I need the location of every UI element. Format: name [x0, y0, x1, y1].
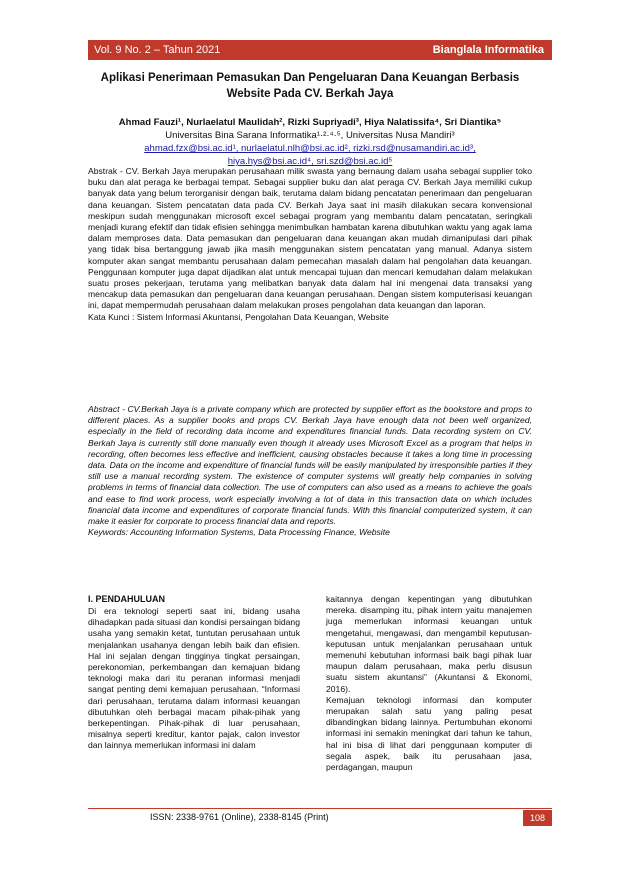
abstract-id-text: - CV. Berkah Jaya merupakan perusahaan milik swasta yang bernaung dalam usaha sebagai supplier toko buku dan alat peraga ke berbagai tempat. Sebagai supplier buku dan alat peraga CV. Berkah Jaya memiliki cukup banyak data yang belum terorganisir dengan baik, terutama dalam bidang pencatatan penerimaan dan pengeluaran dana keuangan. Sistem pencatatan data pada CV. Berkah Jaya saat ini masih dilakukan secara konvensional meskipun sudah menggunakan microsoft excel sebagai program yang membantu dalam pencatatan, seringkali menjadi kurang efektif dan tidak efisien sehingga menimbulkan hambatan karena dibutuhkan waktu yang agak lama dalam memproses data. Data pemasukan dan pengeluaran dana keuangan akan mudah dimanipulasi dari pihak yang tidak bisa bertanggung jawab jika masih menggunakan sistem pencatatan yang manual. Adanya sistem komputer akan sangat membantu perusahaan dalam pemecahan masalah dalam hal pengolahan data keuangan. Penggunaan komputer juga dapat dijadikan alat untuk mencapai tujuan dan mencari kemudahan dalam melakukan suatu proses pekerjaan, terutama yang melibatkan banyak data dalam hal ini mengenai data transaksi yang mencakup data pemasukan dan pengeluaran dana keuangan perusahaan. Dengan sistem komputerisasi keuangan ini, dapat mempermudah perusahaan dalam melakukan proses pengolahan data keuangan dan laporan.: [88, 166, 532, 311]
abstract-indonesian: [88, 166, 532, 323]
journal-name: Bianglala Informatika: [432, 44, 544, 56]
author-emails-1[interactable]: ahmad.fzx@bsi.ac.id¹, nurlaelatul.nlh@bsi.ac.id², rizki.rsd@nusamandiri.ac.id³,: [144, 143, 476, 154]
affiliation: Universitas Bina Sarana Informatika¹·²·⁴·⁵, Universitas Nusa Mandiri³: [165, 130, 455, 141]
paper-title: Aplikasi Penerimaan Pemasukan Dan Pengeluaran Dana Keuangan Berbasis Website Pada CV. Berkah Jaya: [100, 72, 520, 100]
abstract-id-label: Abstrak: [88, 166, 118, 176]
section-heading-introduction: I. PENDAHULUAN: [88, 594, 166, 604]
page-number: 108: [523, 810, 552, 826]
keywords-indonesian: [88, 312, 532, 323]
abstract-en-text: - CV.Berkah Jaya is a private company which are protected by supplier effort as the bookstore and props to different places. As a supplier books and props CV. Berkah Jaya have enough data not been well organized, especially in the field of recording data income and expenditures financial funds. Data recording system on CV. Berkah Jaya is currently still done manually even though it already uses Microsoft Excel as a program that helps in recording, often becomes less effective and inefficient, causing obstacles because it takes a long time in processing data. Data on the income and expenditure of financial funds will be easily manipulated by irresponsible parties if they still use a manual recording system. The existence of computer systems will greatly help companies in solving problems in terms of financial data collection. The use of computers can also used as a means to achieve the goals and ease to find work process, work especially involving a lot of data in this transaction data on which includes financial data income and expenditures of corporate financial funds. With this financial computerized system, it can make it easier for corporate to process financial data and reports.: [88, 404, 532, 527]
intro-right-paragraph-1: kaitannya dengan kepentingan yang dibutuhkan mereka. disamping itu, pihak intern yaitu manajemen juga memerlukan informasi keuangan untuk mengetahui, mengawasi, dan mengambil keputusan-keputusan untuk menjalankan perusahaan untuk memenuhi kebutuhan informasi baik bagi pihak luar maupun dalam perusahaan, maka perlu disusun suatu sistem akuntansi” (Akuntansi & Ekonomi, 2016).: [326, 594, 532, 694]
author-names: Ahmad Fauzi¹, Nurlaelatul Maulidah², Rizki Supriyadi³, Hiya Nalatissifa⁴, Sri Diantika⁵: [118, 117, 502, 128]
keywords-en-text: Accounting Information Systems, Data Processing Finance, Website: [128, 527, 390, 538]
author-block: [90, 116, 530, 168]
keywords-id-label: Kata Kunci :: [88, 311, 135, 322]
keywords-english: [88, 527, 532, 538]
keywords-id-text: Sistem Informasi Akuntansi, Pengolahan Data Keuangan, Website: [134, 311, 389, 322]
issn-label: ISSN: 2338-9761 (Online), 2338-8145 (Print): [150, 812, 329, 822]
abstract-en-label: Abstract: [88, 404, 120, 414]
intro-right-paragraph-2: Kemajuan teknologi informasi dan komputer merupakan salah satu yang paling pesat dibandingkan bidang lainnya. Pertumbuhan ekonomi informasi ini semakin meningkat dari tahun ke tahun, hal ini bisa di lihat dari penggunaan komputer di segala aspek, baik itu perusahaan jasa, perdagangan, maupun: [326, 694, 532, 773]
abstract-english: [88, 404, 532, 538]
volume-label: Vol. 9 No. 2 – Tahun 2021: [94, 44, 221, 56]
footer-divider: [88, 808, 552, 809]
journal-header-bar: [88, 40, 552, 60]
keywords-en-label: Keywords:: [88, 527, 129, 538]
intro-left-paragraph: Di era teknologi seperti saat ini, bidang usaha dihadapkan pada situasi dan kondisi persaingan bidang usaha yang semakin ketat, tuntutan perusahaan untuk menjalankan usahanya dengan lebih baik dan efisien. Hal ini sejalan dengan tingginya tingkat persaingan, perekonomian, perkembangan dan kemajuan bidang teknologi maka dari itu peranan informasi menjadi sangat penting demi kemajuan perusahaan. “Informasi dari perusahaan, terutama dalam informasi keuangan dibutuhkan oleh berbagai macam pihak-pihak yang berkepentingan. Pihak-pihak di luar perusahaan, misalnya seperti kreditur, kantor pajak, calon investor dan lainnya memerlukan informasi ini dalam: [88, 606, 300, 751]
author-emails-2[interactable]: hiya.hys@bsi.ac.id⁴, sri.szd@bsi.ac.id⁵: [227, 156, 393, 167]
intro-right-column: [326, 594, 532, 773]
intro-left-column: [88, 606, 300, 752]
